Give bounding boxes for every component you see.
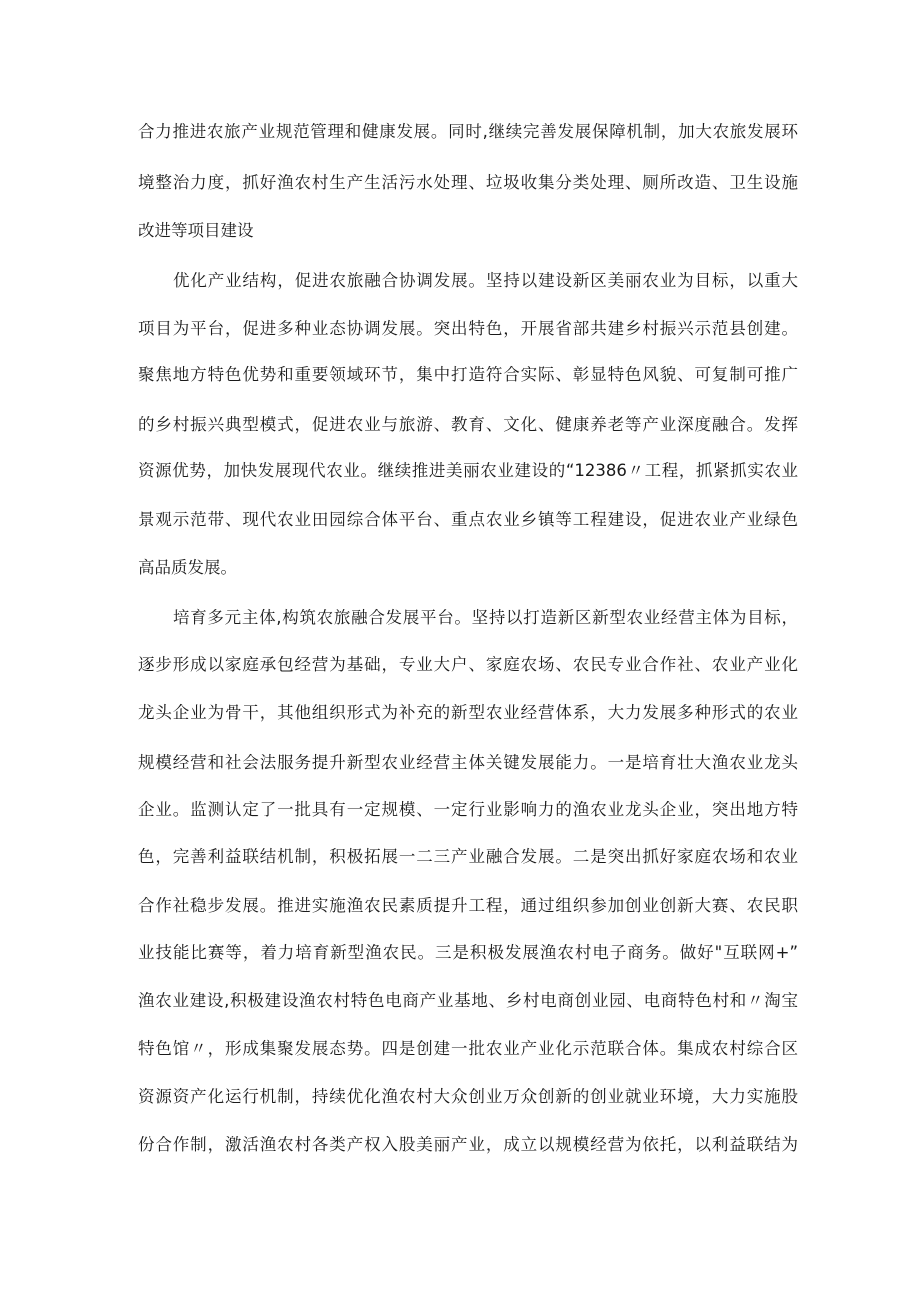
text-line: 规模经营和社会法服务提升新型农业经营主体关键发展能力。一是培育壮大渔农业龙头 (138, 753, 798, 772)
text-line: 业技能比赛等，着力培育新型渔农民。三是积极发展渔农村电子商务。做好"互联网+” (138, 943, 798, 962)
text-line: 的乡村振兴典型模式，促进农业与旅游、教育、文化、健康养老等产业深度融合。发挥 (138, 415, 798, 434)
text-line: 份合作制，激活渔农村各类产权入股美丽产业，成立以规模经营为依托，以利益联结为 (138, 1135, 798, 1154)
text-line: 合力推进农旅产业规范管理和健康发展。同时,继续完善发展保障机制，加大农旅发展环 (138, 122, 798, 141)
text-line: 景观示范带、现代农业田园综合体平台、重点农业乡镇等工程建设，促进农业产业绿色 (138, 510, 798, 529)
text-line: 改进等项目建设 (138, 221, 254, 240)
text-line: 项目为平台，促进多种业态协调发展。突出特色，开展省部共建乡村振兴示范县创建。 (138, 319, 798, 338)
text-line: 高品质发展。 (138, 558, 237, 577)
paragraph-first-line: 培育多元主体,构筑农旅融合发展平台。坚持以打造新区新型农业经营主体为目标， (173, 608, 798, 627)
text-line: 合作社稳步发展。推进实施渔农民素质提升工程，通过组织参加创业创新大赛、农民职 (138, 896, 798, 915)
text-line: 境整治力度，抓好渔农村生产生活污水处理、垃圾收集分类处理、厕所改造、卫生设施 (138, 173, 798, 192)
text-line: 企业。监测认定了一批具有一定规模、一定行业影响力的渔农业龙头企业，突出地方特 (138, 800, 798, 819)
paragraph-first-line: 优化产业结构，促进农旅融合协调发展。坚持以建设新区美丽农业为目标，以重大 (173, 271, 798, 290)
text-line: 逐步形成以家庭承包经营为基础，专业大户、家庭农场、农民专业合作社、农业产业化 (138, 655, 798, 674)
text-line: 资源优势，加快发展现代农业。继续推进美丽农业建设的“12386〃工程，抓紧抓实农业 (138, 461, 798, 480)
text-line: 渔农业建设,积极建设渔农村特色电商产业基地、乡村电商创业园、电商特色村和〃淘宝 (138, 991, 798, 1010)
text-line: 特色馆〃，形成集聚发展态势。四是创建一批农业产业化示范联合体。集成农村综合区 (138, 1039, 798, 1058)
text-line: 色，完善利益联结机制，积极拓展一二三产业融合发展。二是突出抓好家庭农场和农业 (138, 847, 798, 866)
text-line: 龙头企业为骨干，其他组织形式为补充的新型农业经营体系，大力发展多种形式的农业 (138, 703, 798, 722)
text-line: 聚焦地方特色优势和重要领域环节，集中打造符合实际、彰显特色风貌、可复制可推广 (138, 365, 798, 384)
text-line: 资源资产化运行机制，持续优化渔农村大众创业万众创新的创业就业环境，大力实施股 (138, 1087, 798, 1106)
